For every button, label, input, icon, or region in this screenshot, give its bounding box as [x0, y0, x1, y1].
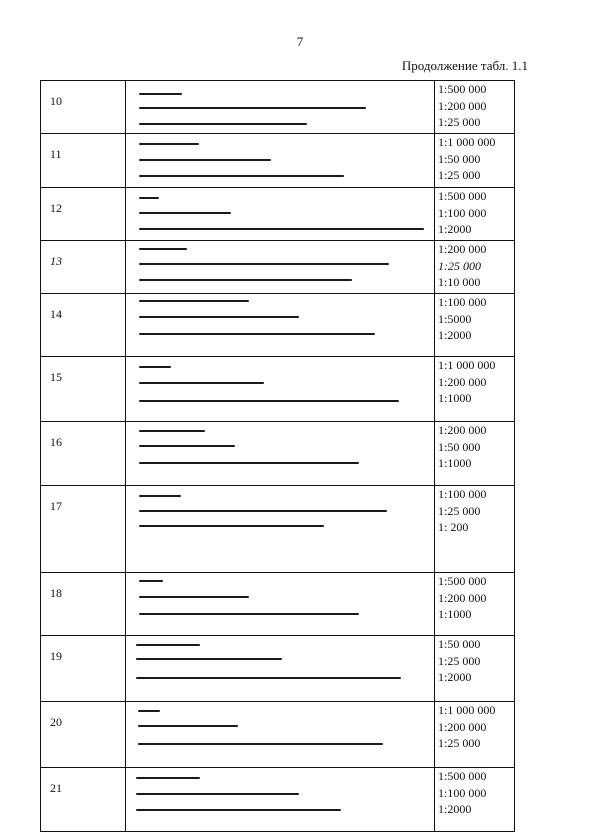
scale-value: 1:50 000: [438, 637, 481, 651]
symbol-cell: [126, 768, 435, 832]
scale-value: 1:200 000: [438, 98, 487, 113]
scale-value: 1:25 000: [438, 115, 481, 129]
symbol-line: [139, 300, 249, 302]
row-number: 15: [50, 370, 62, 384]
scale-value: 1:500 000: [438, 189, 487, 203]
table-row: [41, 768, 515, 832]
scale-value: 1:1000: [438, 607, 472, 621]
row-number-cell: [41, 768, 126, 832]
row-number: 21: [50, 781, 62, 795]
symbol-cell: [126, 294, 435, 357]
symbol-line: [139, 510, 387, 512]
row-number-cell: [41, 134, 126, 188]
scale-value: 1:5000: [438, 311, 472, 326]
scale-value: 1:500 000: [438, 574, 487, 588]
scale-value: 1:25 000: [438, 168, 481, 182]
row-number: 17: [50, 499, 62, 513]
symbol-line: [139, 580, 163, 582]
symbol-cell: [126, 134, 435, 188]
symbol-cell: [126, 188, 435, 241]
row-number-cell: [41, 636, 126, 702]
symbol-line: [138, 725, 238, 727]
scale-value: 1:10 000: [438, 275, 481, 289]
symbol-line: [139, 525, 324, 527]
scale-value: 1:2000: [438, 802, 472, 816]
row-number: 14: [50, 307, 62, 321]
table-row: [41, 81, 515, 134]
row-number-cell: [41, 486, 126, 573]
symbol-line: [139, 382, 264, 384]
scale-value: 1:1000: [438, 391, 472, 405]
symbol-cell: [126, 241, 435, 294]
scale-value: 1:50 000: [438, 151, 481, 166]
scale-cell: [435, 486, 515, 573]
symbol-line: [139, 263, 389, 265]
scale-cell: [435, 702, 515, 768]
page-number: 7: [296, 34, 304, 49]
symbol-line: [139, 316, 299, 318]
scale-value: 1:200 000: [438, 423, 487, 437]
symbol-line: [139, 596, 249, 598]
table-row: [41, 241, 515, 294]
table-row: [41, 294, 515, 357]
scale-value: 1:100 000: [438, 487, 487, 501]
symbol-line: [139, 400, 399, 402]
symbol-line: [139, 212, 231, 214]
symbol-line: [138, 710, 160, 712]
symbol-line: [139, 228, 424, 230]
table-caption: Продолжение табл. 1.1: [401, 58, 528, 73]
symbol-line: [136, 777, 200, 779]
scale-value: 1:200 000: [438, 590, 487, 605]
scale-cell: [435, 188, 515, 241]
scale-value: 1:100 000: [438, 205, 487, 220]
scale-value: 1:200 000: [438, 242, 487, 256]
row-number: 16: [50, 435, 62, 449]
table-row: [41, 188, 515, 241]
symbol-cell: [126, 81, 435, 134]
scale-value: 1:2000: [438, 222, 472, 236]
row-number-cell: [41, 294, 126, 357]
table-row: [41, 573, 515, 636]
symbol-cell: [126, 486, 435, 573]
symbol-line: [139, 143, 199, 145]
row-number-cell: [41, 241, 126, 294]
scale-value: 1:50 000: [438, 439, 481, 454]
row-number: 12: [50, 201, 62, 215]
scale-cell: [435, 573, 515, 636]
symbol-line: [139, 123, 307, 125]
scale-value: 1:25 000: [438, 258, 481, 273]
symbol-cell: [126, 573, 435, 636]
scale-table: [40, 80, 515, 832]
symbol-line: [139, 175, 344, 177]
scale-value: 1:100 000: [438, 295, 487, 309]
row-number: 18: [50, 586, 62, 600]
row-number-cell: [41, 573, 126, 636]
symbol-line: [139, 613, 359, 615]
symbol-line: [139, 333, 375, 335]
symbol-line: [139, 107, 366, 109]
row-number-cell: [41, 81, 126, 134]
scale-value: 1:200 000: [438, 719, 487, 734]
scale-value: 1:25 000: [438, 653, 481, 668]
row-number: 19: [50, 649, 62, 663]
table-row: [41, 636, 515, 702]
scale-value: 1: 200: [438, 520, 469, 534]
table-row: [41, 702, 515, 768]
symbol-cell: [126, 702, 435, 768]
scale-value: 1:100 000: [438, 785, 487, 800]
symbol-line: [139, 197, 159, 199]
scale-cell: [435, 357, 515, 422]
symbol-line: [139, 495, 181, 497]
row-number: 11: [50, 147, 62, 161]
scale-value: 1:1 000 000: [438, 135, 496, 149]
scale-cell: [435, 81, 515, 134]
row-number: 10: [50, 94, 62, 108]
symbol-line: [138, 743, 383, 745]
symbol-line: [139, 430, 205, 432]
scale-value: 1:1 000 000: [438, 703, 496, 717]
scale-value: 1:2000: [438, 670, 472, 684]
symbol-line: [139, 279, 352, 281]
symbol-cell: [126, 636, 435, 702]
scale-cell: [435, 294, 515, 357]
scale-cell: [435, 422, 515, 486]
row-number: 20: [50, 715, 62, 729]
row-number-cell: [41, 357, 126, 422]
symbol-line: [136, 677, 401, 679]
scale-cell: [435, 241, 515, 294]
scale-cell: [435, 636, 515, 702]
table-row: [41, 357, 515, 422]
symbol-line: [139, 93, 182, 95]
symbol-line: [139, 366, 171, 368]
scale-value: 1:500 000: [438, 769, 487, 783]
symbol-line: [136, 809, 341, 811]
scale-cell: [435, 768, 515, 832]
symbol-cell: [126, 357, 435, 422]
symbol-line: [136, 793, 299, 795]
table-row: [41, 422, 515, 486]
symbol-line: [139, 445, 235, 447]
scale-value: 1:200 000: [438, 374, 487, 389]
symbol-cell: [126, 422, 435, 486]
row-number-cell: [41, 422, 126, 486]
symbol-line: [139, 248, 187, 250]
scale-cell: [435, 134, 515, 188]
symbol-line: [139, 462, 359, 464]
scale-value: 1:1 000 000: [438, 358, 496, 372]
scale-value: 1:25 000: [438, 503, 481, 518]
row-number: 13: [50, 254, 62, 268]
symbol-line: [139, 159, 271, 161]
table-row: [41, 134, 515, 188]
scale-value: 1:500 000: [438, 82, 487, 96]
symbol-line: [136, 644, 200, 646]
row-number-cell: [41, 702, 126, 768]
scale-value: 1:1000: [438, 456, 472, 470]
scale-value: 1:25 000: [438, 736, 481, 750]
symbol-line: [136, 658, 282, 660]
row-number-cell: [41, 188, 126, 241]
table-row: [41, 486, 515, 573]
scale-value: 1:2000: [438, 328, 472, 342]
